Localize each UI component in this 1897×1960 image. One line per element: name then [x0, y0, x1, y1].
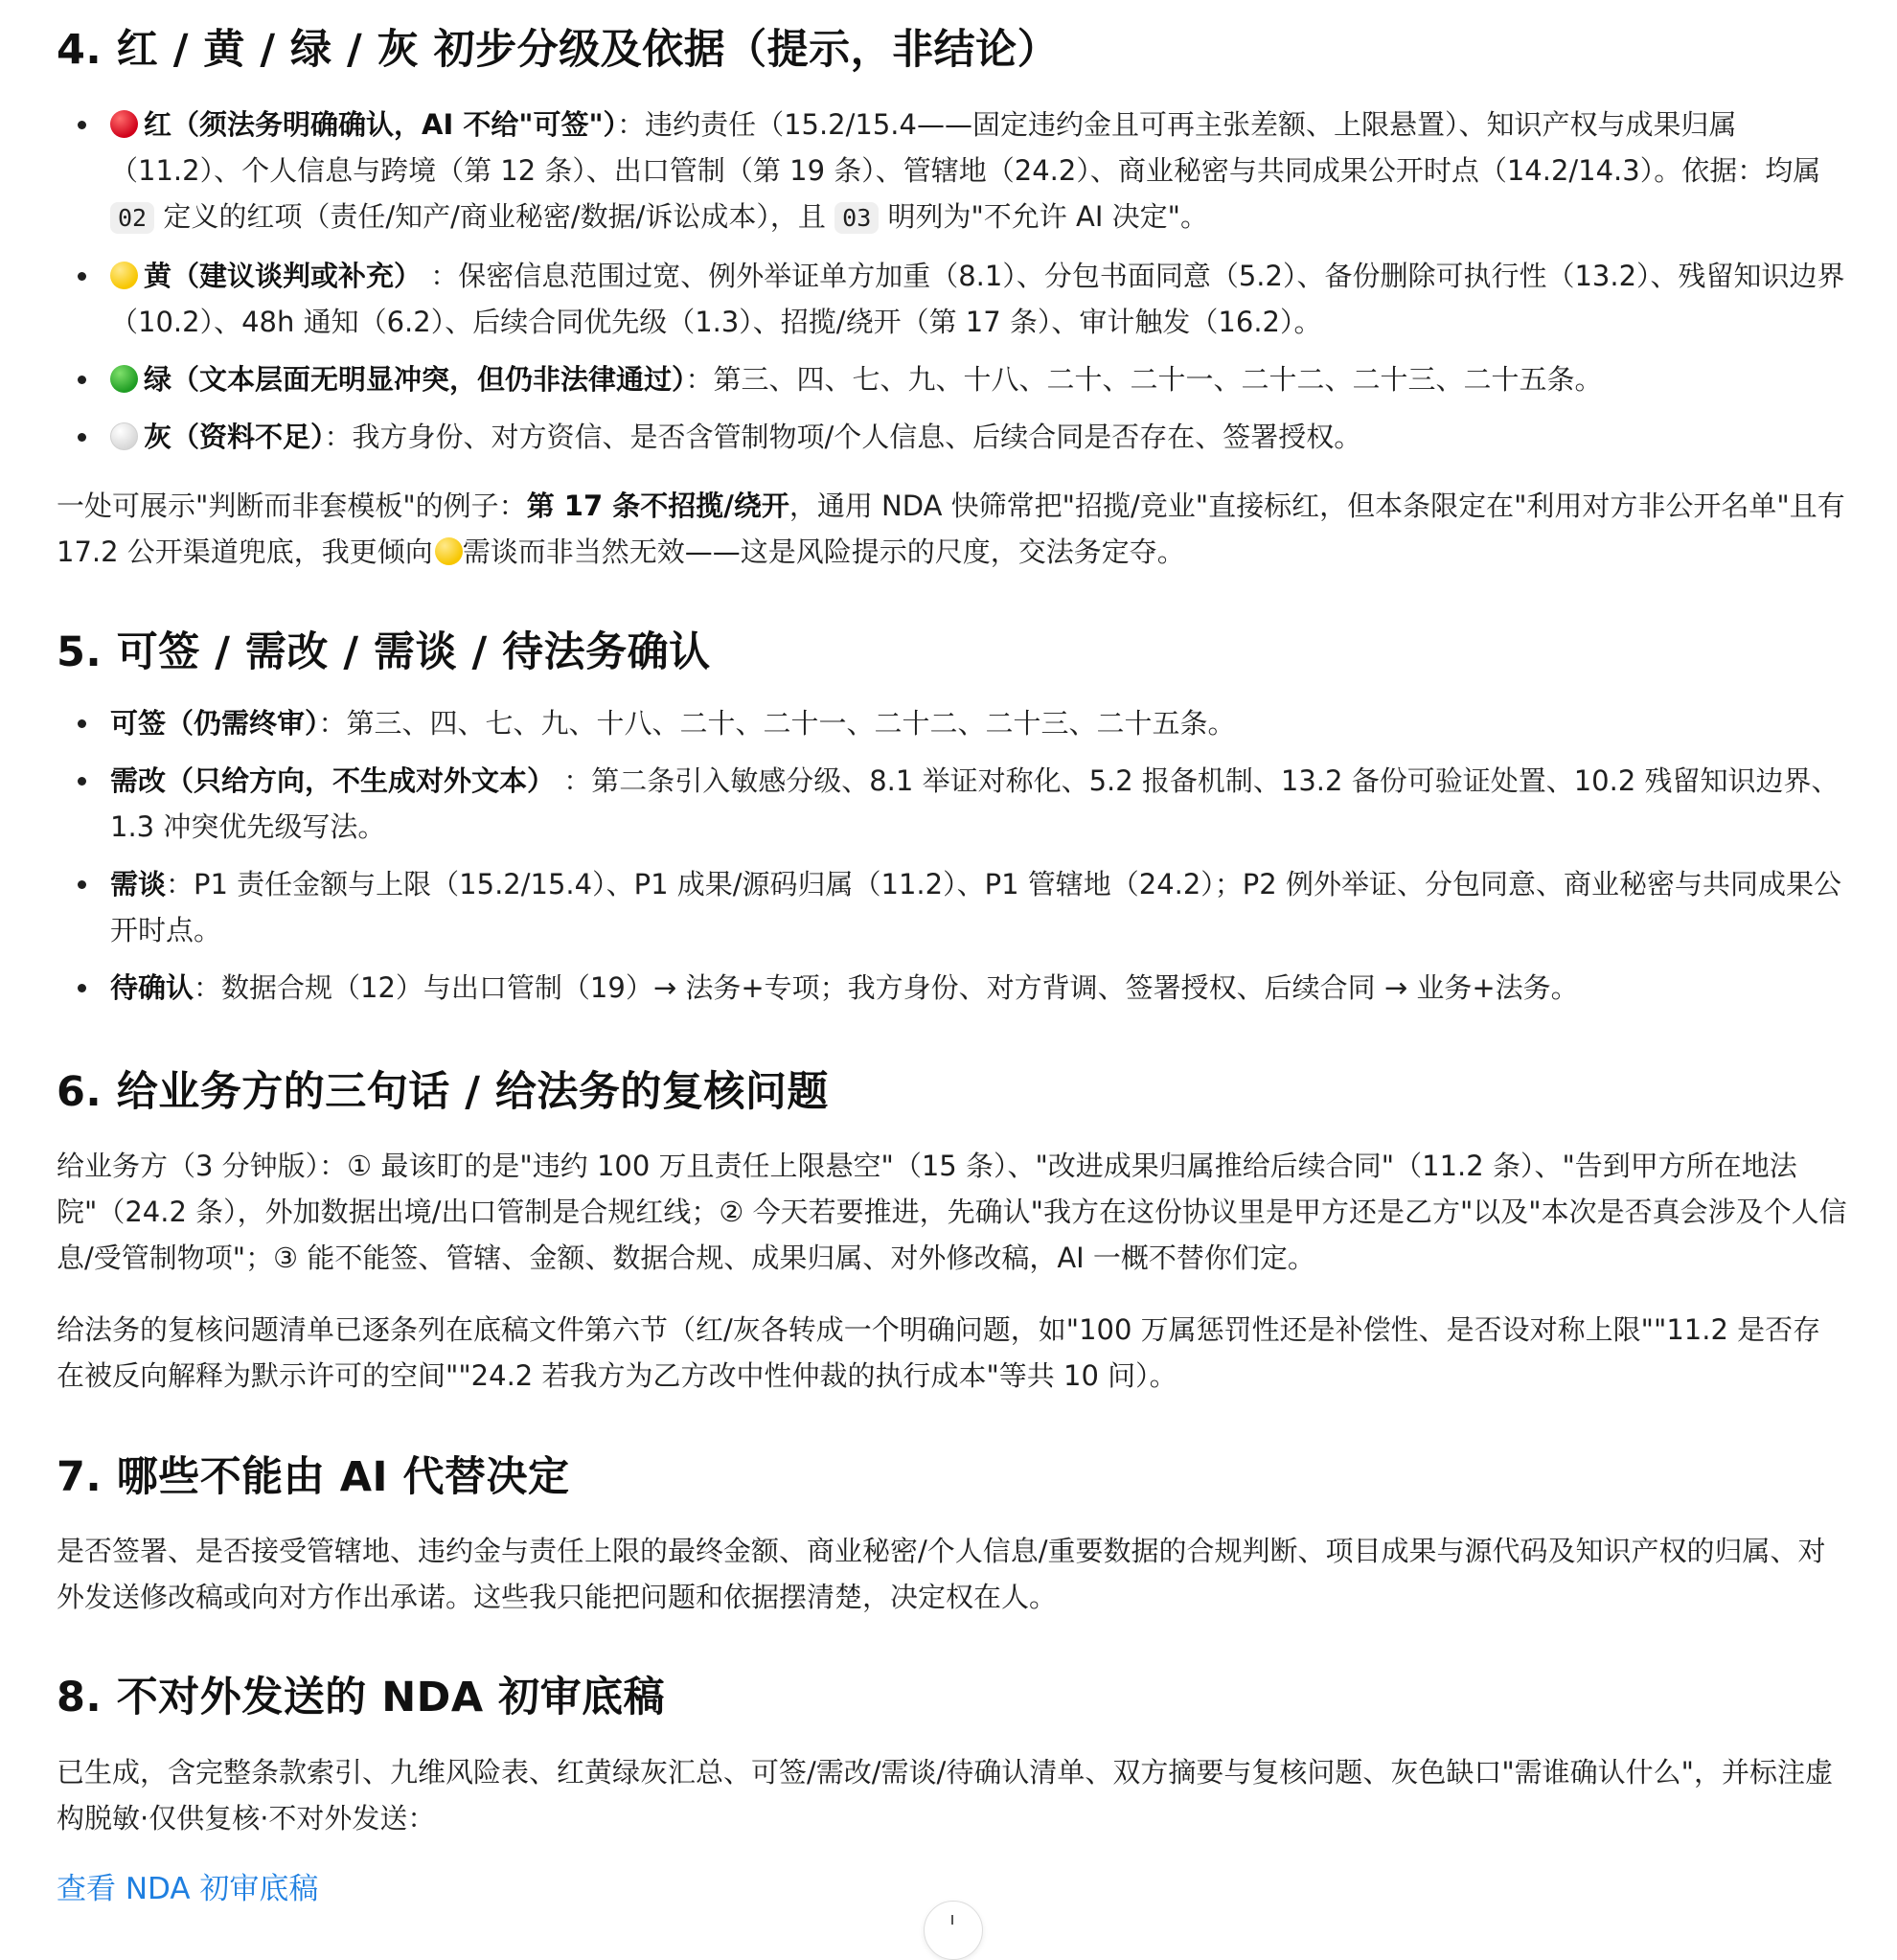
yellow-label: 黄（建议谈判或补充） — [144, 260, 423, 292]
negotiate-text: ：P1 责任金额与上限（15.2/15.4）、P1 成果/源码归属（11.2）、P1 管辖地（24.2）；P2 例外举证、分包同意、商业秘密与共同成果公开时点。 — [110, 868, 1841, 946]
view-draft-link[interactable]: 查看 NDA 初审底稿 — [57, 1872, 319, 1906]
revise-label: 需改（只给方向，不生成对外文本） — [110, 764, 556, 797]
green-circle-icon — [110, 365, 138, 393]
list-item-revise — [57, 758, 1848, 850]
code-02: 02 — [110, 202, 154, 234]
green-label: 绿（文本层面无明显冲突，但仍非法律通过） — [144, 363, 686, 396]
note-mid: ，通用 NDA 快筛常把"招揽/竞业"直接标红，但本条限定在"利用对方非公开名单"且有 17.2 公开渠道兜底，我更倾向 — [57, 490, 1845, 568]
list-item-green — [57, 356, 1848, 402]
legal-review-note: 给法务的复核问题清单已逐条列在底稿文件第六节（红/灰各转成一个明确问题，如"100 万属惩罚性还是补偿性、是否设对称上限""11.2 是否存在被反向解释为默示许可的空间""24.2 若我方为乙方改中性仲裁的执行成本"等共 10 问）。 — [57, 1313, 1821, 1392]
pending-text: ：数据合规（12）与出口管制（19）→ 法务+专项；我方身份、对方背调、签署授权、后续合同 → 业务+法务。 — [194, 971, 1579, 1004]
section-7-heading: 7. 哪些不能由 AI 代替决定 — [57, 1453, 570, 1501]
draft-summary: 已生成，含完整条款索引、九维风险表、红黄绿灰汇总、可签/需改/需谈/待确认清单、双方摘要与复核问题、灰色缺口"需谁确认什么"，并标注虚构脱敏·仅供复核·不对外发送： — [57, 1756, 1833, 1835]
sign-label: 可签（仍需终审） — [110, 707, 319, 740]
yellow-text: ：保密信息范围过宽、例外举证单方加重（8.1）、分包书面同意（5.2）、备份删除可执行性（13.2）、残留知识边界（10.2）、48h 通知（6.2）、后续合同优先级（1.3）、招揽/绕开（第 17 条）、审计触发（16.2）。 — [110, 260, 1845, 338]
red-text-1: ：违约责任（15.2/15.4——固定违约金且可再主张差额、上限悬置）、知识产权与成果归属（11.2）、个人信息与跨境（第 12 条）、出口管制（第 19 条）、管辖地（24.2）、商业秘密与共同成果公开时点（14.2/14.3）。依据：均属 — [110, 108, 1821, 187]
section-8-heading: 8. 不对外发送的 NDA 初审底稿 — [57, 1674, 666, 1721]
code-03: 03 — [834, 202, 879, 234]
arrow-down-icon — [951, 1915, 953, 1925]
pending-label: 待确认 — [110, 971, 194, 1004]
human-decisions: 是否签署、是否接受管辖地、违约金与责任上限的最终金额、商业秘密/个人信息/重要数据的合规判断、项目成果与源代码及知识产权的归属、对外发送修改稿或向对方作出承诺。这些我只能把问题和依据摆清楚，决定权在人。 — [57, 1535, 1826, 1613]
note-post: 需谈而非当然无效——这是风险提示的尺度，交法务定夺。 — [462, 536, 1185, 568]
note-bold: 第 17 条不招揽/绕开 — [526, 490, 789, 522]
revise-text: ：第二条引入敏感分级、8.1 举证对称化、5.2 报备机制、13.2 备份可验证处置、10.2 残留知识边界、1.3 冲突优先级写法。 — [110, 764, 1840, 843]
grade-list — [57, 102, 1848, 471]
business-summary: 给业务方（3 分钟版）：① 最该盯的是"违约 100 万且责任上限悬空"（15 条）、"改进成果归属推给后续合同"（11.2 条）、"告到甲方所在地法院"（24.2 条），外加数据出境/出口管制是合规红线；② 今天若要推进，先确认"我方在这份协议里是甲方还是乙方"以及"本次是否真会涉及个人信息/受管制物项"；③ 能不能签、管辖、金额、数据合规、成果归属、对外修改稿，AI 一概不替你们定。 — [57, 1150, 1847, 1274]
gray-label: 灰（资料不足） — [144, 421, 325, 453]
list-item-yellow — [57, 253, 1848, 345]
section-4-heading: 4. 红 / 黄 / 绿 / 灰 初步分级及依据（提示，非结论） — [57, 26, 1060, 74]
yellow-circle-icon — [110, 262, 138, 289]
list-item-red — [57, 102, 1848, 241]
green-text: ：第三、四、七、九、十八、二十、二十一、二十二、二十三、二十五条。 — [685, 363, 1603, 396]
yellow-circle-icon — [435, 537, 463, 565]
scroll-down-button[interactable] — [924, 1901, 983, 1960]
sign-text: ：第三、四、七、九、十八、二十、二十一、二十二、二十三、二十五条。 — [318, 707, 1236, 740]
red-text-3: 明列为"不允许 AI 决定"。 — [879, 200, 1208, 233]
section-5-heading: 5. 可签 / 需改 / 需谈 / 待法务确认 — [57, 628, 711, 676]
red-text-2: 定义的红项（责任/知产/商业秘密/数据/诉讼成本），且 — [154, 200, 835, 233]
decision-list — [57, 700, 1848, 1022]
section-6-heading: 6. 给业务方的三句话 / 给法务的复核问题 — [57, 1068, 829, 1116]
white-circle-icon — [110, 422, 138, 450]
gray-text: ：我方身份、对方资信、是否含管制物项/个人信息、后续合同是否存在、签署授权。 — [324, 421, 1362, 453]
note-pre: 一处可展示"判断而非套模板"的例子： — [57, 490, 527, 522]
red-label: 红（须法务明确确认，AI 不给"可签"） — [144, 108, 618, 141]
list-item-sign — [57, 700, 1848, 746]
list-item-pending — [57, 965, 1848, 1011]
list-item-gray — [57, 414, 1848, 460]
negotiate-label: 需谈 — [110, 868, 167, 900]
list-item-negotiate — [57, 861, 1848, 953]
red-circle-icon — [110, 110, 138, 138]
judgment-note — [57, 483, 1848, 575]
